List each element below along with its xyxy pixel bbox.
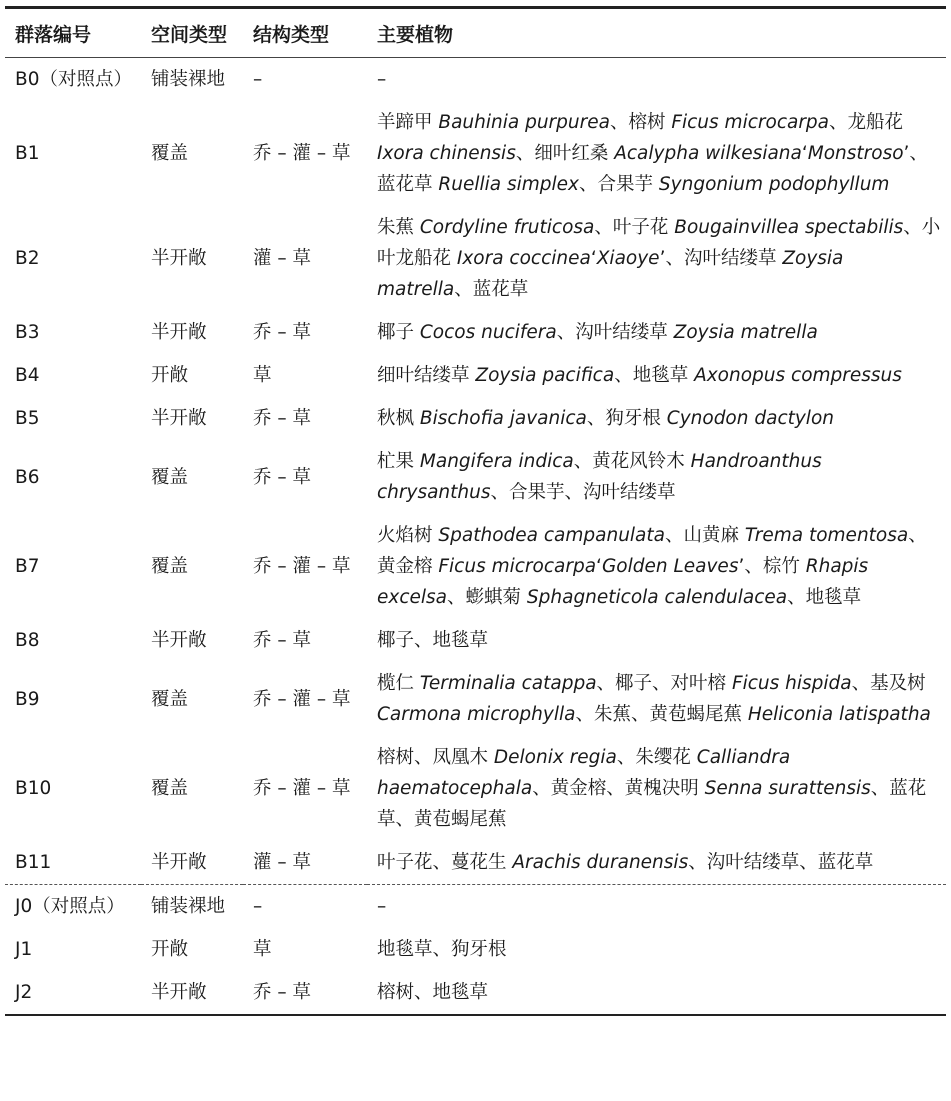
latin-name: Heliconia latispatha [747,704,931,725]
cell-community-id: B4 [15,365,40,386]
cell-space-type: 开敞 [151,365,189,386]
latin-name: Monstroso [807,143,904,164]
table-row [5,619,946,662]
cell-community-id: B10 [15,778,52,799]
latin-name: Zoysia pacifica [475,365,615,386]
cell-space-type: 覆盖 [151,466,189,488]
cell-space-type: 半开敞 [141,971,243,1015]
cell-structure-type: 乔 – 草 [253,408,312,429]
latin-name: Ficus hispida [731,673,852,694]
cell-community-id: B0（对照点） [15,69,132,90]
cell-main-plants: 榄仁 Terminalia catappa、椰子、对叶榕 Ficus hispida、基及树 Carmona microphylla、朱蕉、黄苞蝎尾蕉 Heliconia latispatha [377,673,931,725]
table-row [5,311,946,354]
latin-name: Ruellia simplex [438,174,580,195]
latin-name: Ixora coccinea [456,248,591,269]
cell-structure-type: 乔 – 灌 – 草 [253,143,351,164]
cell-space-type: 覆盖 [151,688,189,710]
cell-space-type: 覆盖 [151,778,189,799]
cell-structure-type: 灌 – 草 [243,841,367,885]
table-row [5,101,946,206]
cell-structure-type: 乔 – 草 [253,466,312,488]
cell-structure-type: 灌 – 草 [253,248,312,269]
table-row [5,440,946,514]
latin-name: Bougainvillea spectabilis [674,217,904,238]
latin-name: Ficus microcarpa [438,556,597,577]
table-row [5,206,946,311]
latin-name: Terminalia catappa [419,673,597,694]
header-structure-type: 结构类型 [243,8,367,58]
cell-structure-type: 草 [253,939,272,960]
latin-name: Bischofia javanica [419,408,587,429]
latin-name: Carmona microphylla [377,704,576,725]
latin-name: Syngonium podophyllum [658,174,890,195]
cell-structure-type: 乔 – 灌 – 草 [253,778,351,799]
cell-main-plants: 羊蹄甲 Bauhinia purpurea、榕树 Ficus microcarpa、龙船花 Ixora chinensis、细叶红桑 Acalypha wilkesiana‘Monstroso’、蓝花草 Ruellia simplex、合果芋 Syngonium podophyllum [377,112,928,195]
cell-main-plants: 细叶结缕草 Zoysia pacifica、地毯草 Axonopus compressus [377,365,902,386]
table-row [5,662,946,736]
header-community-id: 群落编号 [5,8,141,58]
cell-community-id: B11 [5,841,141,885]
table-row [5,736,946,841]
cell-structure-type: 草 [253,365,272,386]
cell-main-plants: 地毯草、狗牙根 [377,939,507,960]
cell-community-id: J2 [5,971,141,1015]
table-row [5,514,946,619]
cell-main-plants: 榕树、地毯草 [367,971,946,1015]
cell-space-type: 半开敞 [151,248,207,269]
latin-name: Cordyline fruticosa [419,217,595,238]
cell-main-plants: – [377,69,387,90]
header-space-type: 空间类型 [141,8,243,58]
cell-main-plants: – [377,896,387,917]
cell-space-type: 覆盖 [151,143,189,164]
latin-name: Ficus microcarpa [671,112,830,133]
latin-name: Handroanthus chrysanthus [377,451,822,503]
cell-structure-type: 乔 – 灌 – 草 [253,556,351,577]
table-row [5,354,946,397]
latin-name: Cynodon dactylon [666,408,834,429]
cell-community-id: B8 [15,630,40,651]
cell-space-type: 铺装裸地 [151,69,226,90]
cell-main-plants: 椰子 Cocos nucifera、沟叶结缕草 Zoysia matrella [377,322,818,343]
cell-main-plants: 杧果 Mangifera indica、黄花风铃木 Handroanthus chrysanthus、合果芋、沟叶结缕草 [377,451,822,503]
cell-community-id: B2 [15,248,40,269]
cell-main-plants: 火焰树 Spathodea campanulata、山黄麻 Trema tomentosa、黄金榕 Ficus microcarpa‘Golden Leaves’、棕竹 Rhapis excelsa、蟛蜞菊 Sphagneticola calendulacea、地毯草 [377,525,927,608]
latin-name: Ixora chinensis [377,143,516,164]
table-row [5,397,946,440]
cell-community-id: B5 [15,408,40,429]
cell-structure-type: 乔 – 草 [253,630,312,651]
cell-space-type: 覆盖 [151,556,189,577]
cell-space-type: 半开敞 [141,841,243,885]
table-row [5,58,946,102]
table-body [5,58,946,1016]
cell-structure-type: – [253,69,263,90]
cell-community-id: J1 [15,939,33,960]
cell-main-plants: 椰子、地毯草 [377,630,489,651]
cell-community-id: B3 [15,322,40,343]
latin-name: Mangifera indica [419,451,574,472]
latin-name: Axonopus compressus [694,365,902,386]
latin-name: Rhapis excelsa [377,556,869,608]
latin-name: Delonix regia [493,747,617,768]
latin-name: Calliandra haematocephala [377,747,791,799]
cell-main-plants: 秋枫 Bischofia javanica、狗牙根 Cynodon dactylon [377,408,834,429]
latin-name: Sphagneticola calendulacea [526,587,788,608]
cell-space-type: 铺装裸地 [151,896,226,917]
latin-name: Golden Leaves [601,556,739,577]
latin-name: Zoysia matrella [673,322,818,343]
table-header-row [5,8,946,58]
cell-structure-type: 乔 – 草 [253,322,312,343]
table-row [5,971,946,1015]
table-row [5,928,946,971]
latin-name: Arachis duranensis [512,852,689,873]
cell-community-id: B6 [15,466,40,488]
latin-name: Spathodea campanulata [438,525,665,546]
latin-name: Trema tomentosa [744,525,909,546]
cell-community-id: B7 [15,556,40,577]
latin-name: Senna surattensis [704,778,871,799]
table-row [5,841,946,885]
cell-community-id: J0（对照点） [15,896,125,917]
header-main-plants: 主要植物 [367,8,946,58]
cell-space-type: 半开敞 [151,408,207,429]
cell-structure-type: 乔 – 草 [243,971,367,1015]
cell-main-plants: 榕树、凤凰木 Delonix regia、朱缨花 Calliandra haematocephala、黄金榕、黄槐决明 Senna surattensis、蓝花草、黄苞蝎尾蕉 [377,747,927,830]
cell-community-id: B9 [15,688,40,710]
cell-space-type: 开敞 [151,939,189,960]
cell-community-id: B1 [15,143,40,164]
cell-space-type: 半开敞 [151,630,207,651]
cell-structure-type: 乔 – 灌 – 草 [253,688,351,710]
latin-name: Acalypha wilkesiana [614,143,802,164]
cell-main-plants: 朱蕉 Cordyline fruticosa、叶子花 Bougainvillea spectabilis、小叶龙船花 Ixora coccinea‘Xiaoye’、沟叶结缕草 Zoysia matrella、蓝花草 [377,217,941,300]
cell-main-plants: 叶子花、蔓花生 Arachis duranensis、沟叶结缕草、蓝花草 [367,841,946,885]
latin-name: Zoysia matrella [377,248,844,300]
latin-name: Cocos nucifera [419,322,557,343]
cell-structure-type: – [253,896,263,917]
table-row [5,885,946,929]
latin-name: Bauhinia purpurea [438,112,610,133]
cell-space-type: 半开敞 [151,322,207,343]
latin-name: Xiaoye [596,248,660,269]
plant-community-table [5,6,946,1016]
